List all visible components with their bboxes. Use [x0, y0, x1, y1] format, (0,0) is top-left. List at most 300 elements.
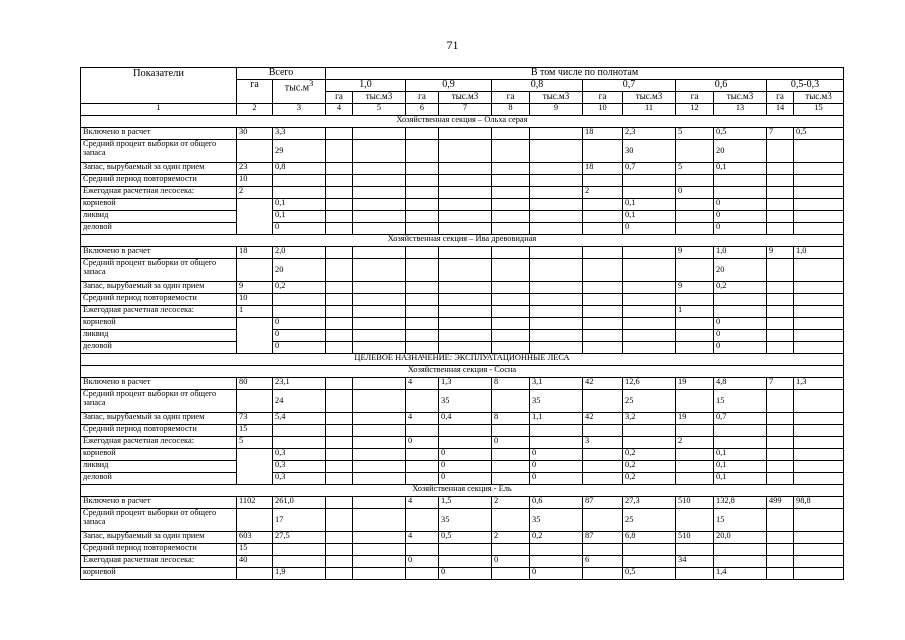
table-cell: 1,9 — [273, 568, 326, 580]
table-cell — [623, 259, 676, 282]
table-cell — [583, 175, 623, 187]
table-row — [81, 390, 844, 413]
table-cell — [767, 163, 794, 175]
table-cell — [353, 223, 406, 235]
unit-volume-header: тыс.м3 — [623, 92, 676, 104]
table-cell — [530, 175, 583, 187]
table-cell: 0,1 — [273, 199, 326, 211]
table-cell: 0 — [676, 187, 714, 199]
table-cell: 510 — [676, 497, 714, 509]
table-cell — [623, 282, 676, 294]
unit-ha-header: га — [676, 92, 714, 104]
table-cell — [353, 461, 406, 473]
table-cell: 1,1 — [530, 413, 583, 425]
row-label: Запас, вырубаемый за один прием — [81, 282, 237, 294]
table-cell: 17 — [273, 509, 326, 532]
table-cell — [676, 509, 714, 532]
table-cell: 15 — [714, 509, 767, 532]
table-cell — [353, 556, 406, 568]
total-volume-header — [273, 80, 326, 104]
column-number: 4 — [326, 104, 353, 116]
table-cell — [353, 163, 406, 175]
table-cell: 5 — [676, 163, 714, 175]
table-cell: 2 — [676, 437, 714, 449]
table-cell: 0 — [714, 342, 767, 354]
table-cell — [353, 140, 406, 163]
table-cell: 0 — [714, 211, 767, 223]
purpose-heading-row — [81, 354, 844, 366]
table-cell — [583, 259, 623, 282]
column-number: 12 — [676, 104, 714, 116]
table-cell — [326, 294, 353, 306]
table-cell: 1,4 — [714, 568, 767, 580]
column-numbers-row — [81, 104, 844, 116]
table-cell — [676, 175, 714, 187]
table-cell — [353, 306, 406, 318]
table-cell — [530, 163, 583, 175]
table-cell — [794, 437, 844, 449]
table-cell: 0,1 — [714, 473, 767, 485]
table-cell — [530, 259, 583, 282]
table-cell — [492, 544, 530, 556]
table-cell — [530, 306, 583, 318]
table-cell: 4 — [406, 378, 439, 390]
table-cell — [767, 556, 794, 568]
table-cell — [353, 259, 406, 282]
table-cell — [530, 330, 583, 342]
table-cell: 0,5 — [794, 128, 844, 140]
table-cell — [492, 390, 530, 413]
table-cell — [794, 449, 844, 461]
column-number: 7 — [439, 104, 492, 116]
row-label: деловой — [81, 223, 237, 235]
table-cell — [794, 425, 844, 437]
table-cell — [530, 247, 583, 259]
table-cell — [406, 223, 439, 235]
table-cell — [439, 342, 492, 354]
table-cell — [623, 556, 676, 568]
table-cell — [353, 509, 406, 532]
row-label: ликвид — [81, 330, 237, 342]
table-cell — [714, 294, 767, 306]
table-cell — [794, 342, 844, 354]
table-cell: 40 — [237, 556, 273, 568]
table-cell — [353, 187, 406, 199]
column-number: 5 — [353, 104, 406, 116]
page-number: 71 — [446, 38, 459, 52]
table-cell — [237, 390, 273, 413]
column-number: 15 — [794, 104, 844, 116]
table-row — [81, 247, 844, 259]
unit-volume-header: тыс.м3 — [439, 92, 492, 104]
total-header: Всего — [237, 68, 326, 80]
by-density-header: В том числе по полнотам — [326, 68, 844, 80]
table-cell — [353, 282, 406, 294]
table-cell: 10 — [237, 175, 273, 187]
section-title-row — [81, 366, 844, 378]
table-cell — [492, 294, 530, 306]
table-cell — [492, 568, 530, 580]
table-cell: 0,1 — [714, 449, 767, 461]
table-cell — [326, 187, 353, 199]
table-cell — [767, 330, 794, 342]
table-cell: 1,0 — [794, 247, 844, 259]
table-cell: 4 — [406, 413, 439, 425]
table-row — [81, 425, 844, 437]
table-row — [81, 437, 844, 449]
table-cell — [326, 544, 353, 556]
table-cell — [492, 425, 530, 437]
table-cell — [794, 282, 844, 294]
table-cell: 603 — [237, 532, 273, 544]
table-cell — [439, 175, 492, 187]
table-cell: 15 — [237, 544, 273, 556]
row-label: Средний период повторяемости — [81, 175, 237, 187]
table-row — [81, 378, 844, 390]
table-cell — [353, 437, 406, 449]
table-cell — [676, 473, 714, 485]
table-cell — [676, 461, 714, 473]
table-cell — [353, 390, 406, 413]
table-cell — [623, 437, 676, 449]
table-cell: 0 — [439, 568, 492, 580]
table-cell — [326, 223, 353, 235]
row-label: деловой — [81, 473, 237, 485]
table-cell: 0,2 — [714, 282, 767, 294]
table-cell: 0 — [439, 473, 492, 485]
table-cell: 23,1 — [273, 378, 326, 390]
table-cell — [767, 544, 794, 556]
table-cell: 9 — [237, 282, 273, 294]
table-cell: 0 — [714, 330, 767, 342]
table-cell — [353, 247, 406, 259]
total-volume-unit-power: 3 — [309, 79, 314, 88]
table-cell: 7 — [767, 378, 794, 390]
table-cell — [326, 413, 353, 425]
table-cell: 18 — [583, 128, 623, 140]
unit-volume-header: тыс.м3 — [714, 92, 767, 104]
table-cell — [767, 318, 794, 330]
table-cell — [439, 163, 492, 175]
table-cell — [326, 568, 353, 580]
table-cell — [583, 306, 623, 318]
table-cell: 9 — [676, 247, 714, 259]
table-cell — [406, 175, 439, 187]
table-cell: 0 — [530, 461, 583, 473]
table-cell — [714, 437, 767, 449]
table-cell — [676, 294, 714, 306]
table-row — [81, 342, 844, 354]
table-cell — [406, 306, 439, 318]
table-cell — [439, 318, 492, 330]
table-cell: 29 — [273, 140, 326, 163]
table-cell — [326, 497, 353, 509]
table-row — [81, 473, 844, 485]
table-cell — [676, 449, 714, 461]
table-cell: 87 — [583, 497, 623, 509]
table-cell — [714, 556, 767, 568]
table-cell — [406, 473, 439, 485]
table-cell: 2 — [237, 187, 273, 199]
table-cell: 30 — [237, 128, 273, 140]
table-cell: 35 — [530, 509, 583, 532]
table-cell — [353, 425, 406, 437]
row-label: Запас, вырубаемый за один прием — [81, 163, 237, 175]
table-cell: 2,3 — [623, 128, 676, 140]
table-cell — [583, 140, 623, 163]
table-cell: 18 — [583, 163, 623, 175]
purpose-heading: ЦЕЛЕВОЕ НАЗНАЧЕНИЕ: ЭКСПЛУАТАЦИОННЫЕ ЛЕСА — [81, 354, 844, 366]
table-row — [81, 294, 844, 306]
table-cell — [353, 175, 406, 187]
table-cell — [583, 544, 623, 556]
table-cell: 15 — [237, 425, 273, 437]
table-cell — [623, 318, 676, 330]
table-cell — [676, 259, 714, 282]
table-row — [81, 497, 844, 509]
table-cell — [767, 187, 794, 199]
table-cell: 10 — [237, 294, 273, 306]
column-number: 14 — [767, 104, 794, 116]
table-cell: 5,4 — [273, 413, 326, 425]
table-cell — [439, 330, 492, 342]
table-cell — [767, 199, 794, 211]
table-cell — [676, 211, 714, 223]
table-cell — [353, 413, 406, 425]
table-cell: 0,2 — [623, 461, 676, 473]
table-cell: 2,0 — [273, 247, 326, 259]
table-cell — [530, 425, 583, 437]
table-cell: 25 — [623, 390, 676, 413]
table-cell — [767, 461, 794, 473]
row-label: Запас, вырубаемый за один прием — [81, 413, 237, 425]
table-cell — [530, 318, 583, 330]
table-cell — [406, 390, 439, 413]
table-cell: 35 — [530, 390, 583, 413]
section-title-row — [81, 485, 844, 497]
table-cell — [273, 425, 326, 437]
table-cell: 3 — [583, 437, 623, 449]
row-label: Ежегодная расчетная лесосека: — [81, 556, 237, 568]
table-cell — [326, 532, 353, 544]
table-cell — [492, 259, 530, 282]
table-cell — [714, 306, 767, 318]
table-cell — [623, 247, 676, 259]
table-cell — [623, 187, 676, 199]
total-ha-header: га — [237, 80, 273, 104]
table-cell: 0,2 — [530, 532, 583, 544]
table-cell: 132,8 — [714, 497, 767, 509]
table-cell: 35 — [439, 390, 492, 413]
section-title: Хозяйственная секция – Ольха серая — [81, 116, 844, 128]
row-label: Средний период повторяемости — [81, 294, 237, 306]
table-row — [81, 556, 844, 568]
table-cell — [583, 318, 623, 330]
table-cell — [767, 390, 794, 413]
table-cell — [326, 473, 353, 485]
table-cell: 510 — [676, 532, 714, 544]
table-cell — [406, 544, 439, 556]
table-cell — [492, 449, 530, 461]
table-cell: 20 — [273, 259, 326, 282]
column-number: 6 — [406, 104, 439, 116]
table-cell — [237, 318, 273, 330]
table-cell — [794, 390, 844, 413]
density-header: 0,5-0,3 — [767, 80, 844, 92]
table-cell — [439, 437, 492, 449]
density-header: 0,7 — [583, 80, 676, 92]
table-cell — [676, 199, 714, 211]
table-cell: 19 — [676, 378, 714, 390]
table-cell — [583, 461, 623, 473]
table-cell — [439, 425, 492, 437]
table-cell: 0 — [714, 318, 767, 330]
table-cell — [583, 199, 623, 211]
table-cell — [676, 342, 714, 354]
table-cell — [326, 390, 353, 413]
row-label: корневой — [81, 318, 237, 330]
table-cell: 0,2 — [623, 449, 676, 461]
table-cell — [767, 294, 794, 306]
table-cell: 73 — [237, 413, 273, 425]
table-cell: 35 — [439, 509, 492, 532]
table-row — [81, 211, 844, 223]
table-cell: 3,2 — [623, 413, 676, 425]
table-row — [81, 128, 844, 140]
density-header: 0,9 — [406, 80, 492, 92]
table-cell — [530, 556, 583, 568]
table-cell: 80 — [237, 378, 273, 390]
table-cell — [583, 223, 623, 235]
table-cell — [406, 294, 439, 306]
table-cell — [237, 342, 273, 354]
section-title-row — [81, 116, 844, 128]
table-cell — [326, 342, 353, 354]
section-title-row — [81, 235, 844, 247]
row-label: ликвид — [81, 211, 237, 223]
row-label: Средний процент выборки от общего запаса — [81, 259, 237, 282]
table-cell — [439, 544, 492, 556]
table-cell — [439, 556, 492, 568]
table-cell — [492, 223, 530, 235]
table-cell: 42 — [583, 413, 623, 425]
density-header: 0,6 — [676, 80, 767, 92]
row-label: корневой — [81, 449, 237, 461]
table-cell — [492, 330, 530, 342]
table-cell: 0 — [714, 223, 767, 235]
table-cell — [767, 437, 794, 449]
table-cell — [406, 199, 439, 211]
indicator-header: Показатели — [81, 68, 237, 104]
table-cell — [326, 306, 353, 318]
section-title: Хозяйственная секция – Ива древовидная — [81, 235, 844, 247]
table-cell: 0 — [439, 449, 492, 461]
table-cell: 27,5 — [273, 532, 326, 544]
table-cell — [237, 461, 273, 473]
table-cell — [623, 342, 676, 354]
table-cell — [326, 330, 353, 342]
row-label: Средний процент выборки от общего запаса — [81, 509, 237, 532]
column-number: 2 — [237, 104, 273, 116]
table-cell: 5 — [676, 128, 714, 140]
section-title: Хозяйственная секция - Сосна — [81, 366, 844, 378]
table-cell — [623, 330, 676, 342]
unit-ha-header: га — [767, 92, 794, 104]
table-cell: 1102 — [237, 497, 273, 509]
table-cell — [767, 306, 794, 318]
table-cell — [794, 532, 844, 544]
table-cell: 3,1 — [530, 378, 583, 390]
table-cell — [794, 175, 844, 187]
table-cell: 0,2 — [623, 473, 676, 485]
table-cell — [767, 413, 794, 425]
table-row — [81, 544, 844, 556]
table-body — [81, 104, 844, 580]
table-cell — [676, 223, 714, 235]
table-cell — [794, 187, 844, 199]
row-label: корневой — [81, 199, 237, 211]
table-row — [81, 509, 844, 532]
table-cell: 0 — [530, 473, 583, 485]
table-cell — [353, 544, 406, 556]
column-number: 1 — [81, 104, 237, 116]
table-cell — [794, 461, 844, 473]
table-cell — [406, 128, 439, 140]
table-cell — [492, 199, 530, 211]
table-cell — [237, 259, 273, 282]
table-cell: 18 — [237, 247, 273, 259]
table-cell: 0 — [273, 330, 326, 342]
row-label: ликвид — [81, 461, 237, 473]
table-cell: 1,3 — [439, 378, 492, 390]
table-row — [81, 568, 844, 580]
table-cell — [767, 140, 794, 163]
table-cell — [326, 199, 353, 211]
table-cell — [676, 140, 714, 163]
table-cell: 0,1 — [273, 211, 326, 223]
table-row — [81, 223, 844, 235]
table-cell — [583, 473, 623, 485]
table-cell — [530, 211, 583, 223]
table-cell — [714, 425, 767, 437]
table-cell — [583, 330, 623, 342]
table-cell — [406, 140, 439, 163]
table-cell: 0,1 — [623, 211, 676, 223]
row-label: Включено в расчет — [81, 247, 237, 259]
table-cell — [492, 175, 530, 187]
unit-ha-header: га — [583, 92, 623, 104]
table-cell: 19 — [676, 413, 714, 425]
table-row — [81, 330, 844, 342]
table-cell — [406, 282, 439, 294]
table-cell: 0,5 — [714, 128, 767, 140]
table-cell: 0,1 — [714, 461, 767, 473]
column-number: 13 — [714, 104, 767, 116]
table-cell — [439, 294, 492, 306]
table-cell — [623, 306, 676, 318]
table-cell: 2 — [492, 532, 530, 544]
table-cell: 9 — [767, 247, 794, 259]
table-cell — [583, 449, 623, 461]
table-cell — [794, 544, 844, 556]
table-row — [81, 140, 844, 163]
table-cell: 0,8 — [273, 163, 326, 175]
table-cell — [794, 413, 844, 425]
table-cell — [439, 187, 492, 199]
table-cell — [492, 140, 530, 163]
table-cell: 7 — [767, 128, 794, 140]
table-cell — [237, 449, 273, 461]
